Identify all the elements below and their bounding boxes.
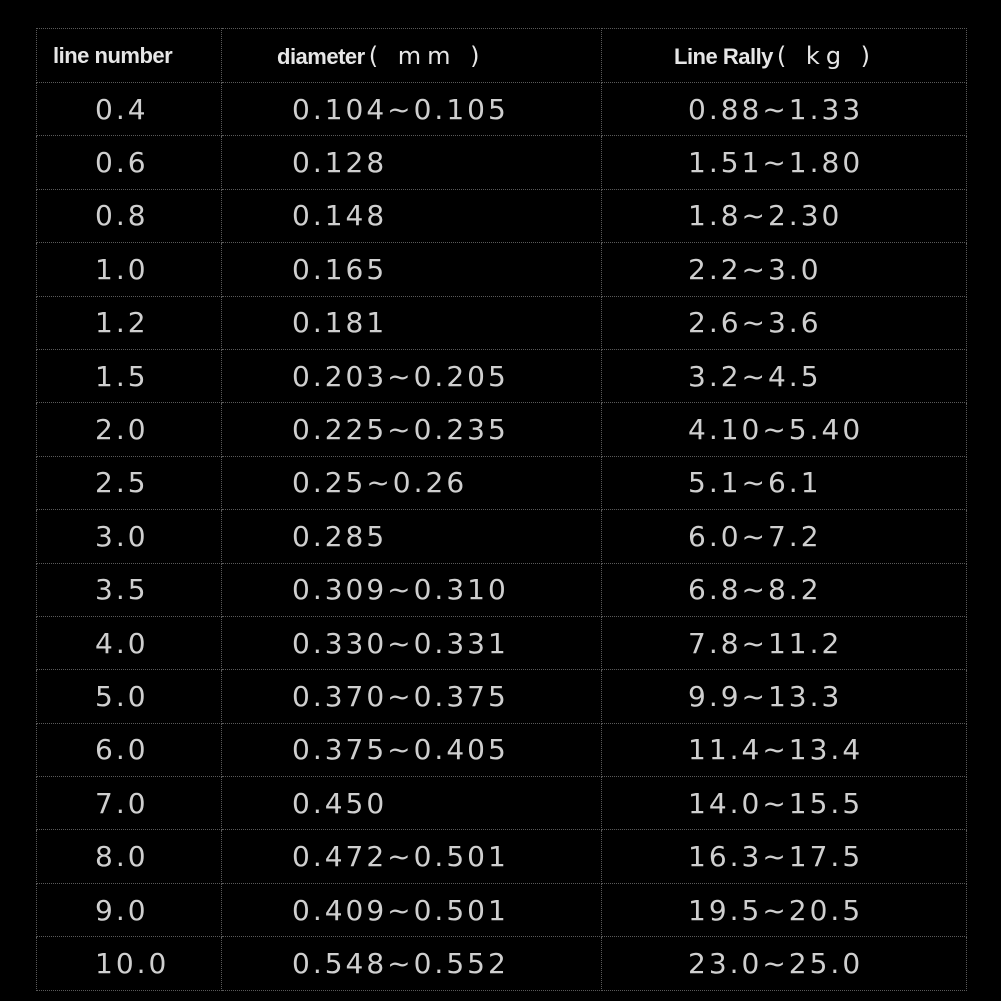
table-row bbox=[37, 670, 967, 723]
cell-line-number: 0.6 bbox=[37, 136, 222, 189]
cell-line-number: 10.0 bbox=[37, 937, 222, 990]
cell-diameter: 0.104~0.105 bbox=[222, 83, 602, 136]
cell-diameter: 0.181 bbox=[222, 296, 602, 349]
cell-line-number: 1.2 bbox=[37, 296, 222, 349]
table-row bbox=[37, 777, 967, 830]
cell-diameter: 0.25~0.26 bbox=[222, 456, 602, 509]
table-row bbox=[37, 349, 967, 402]
cell-line-rally: 2.2~3.0 bbox=[602, 243, 967, 296]
cell-line-number: 1.0 bbox=[37, 243, 222, 296]
cell-line-number: 9.0 bbox=[37, 883, 222, 936]
table-row bbox=[37, 83, 967, 136]
table-row bbox=[37, 937, 967, 990]
cell-line-number: 0.4 bbox=[37, 83, 222, 136]
cell-line-number: 6.0 bbox=[37, 723, 222, 776]
cell-line-rally: 1.51~1.80 bbox=[602, 136, 967, 189]
cell-line-rally: 14.0~15.5 bbox=[602, 777, 967, 830]
cell-diameter: 0.165 bbox=[222, 243, 602, 296]
cell-line-rally: 23.0~25.0 bbox=[602, 937, 967, 990]
cell-line-number: 2.0 bbox=[37, 403, 222, 456]
header-line-rally-unit: ( kg ) bbox=[776, 41, 877, 70]
cell-diameter: 0.330~0.331 bbox=[222, 616, 602, 669]
cell-line-rally: 5.1~6.1 bbox=[602, 456, 967, 509]
table-row bbox=[37, 883, 967, 936]
table-row bbox=[37, 456, 967, 509]
table-row bbox=[37, 723, 967, 776]
cell-line-number: 4.0 bbox=[37, 616, 222, 669]
cell-line-number: 5.0 bbox=[37, 670, 222, 723]
header-line-number bbox=[37, 29, 222, 83]
cell-line-number: 1.5 bbox=[37, 349, 222, 402]
table-row bbox=[37, 510, 967, 563]
cell-line-rally: 19.5~20.5 bbox=[602, 883, 967, 936]
table-row bbox=[37, 189, 967, 242]
cell-line-rally: 6.0~7.2 bbox=[602, 510, 967, 563]
cell-diameter: 0.285 bbox=[222, 510, 602, 563]
table-header-row bbox=[37, 29, 967, 83]
header-line-number-label: line number bbox=[53, 42, 173, 68]
line-spec-table bbox=[36, 28, 967, 991]
cell-diameter: 0.450 bbox=[222, 777, 602, 830]
table-row bbox=[37, 403, 967, 456]
cell-diameter: 0.370~0.375 bbox=[222, 670, 602, 723]
cell-line-rally: 4.10~5.40 bbox=[602, 403, 967, 456]
header-diameter-label: diameter bbox=[277, 43, 365, 69]
cell-diameter: 0.472~0.501 bbox=[222, 830, 602, 883]
cell-line-rally: 6.8~8.2 bbox=[602, 563, 967, 616]
cell-diameter: 0.148 bbox=[222, 189, 602, 242]
cell-line-rally: 16.3~17.5 bbox=[602, 830, 967, 883]
header-line-rally bbox=[602, 29, 967, 83]
table-row bbox=[37, 563, 967, 616]
cell-line-number: 3.5 bbox=[37, 563, 222, 616]
cell-line-number: 8.0 bbox=[37, 830, 222, 883]
table-row bbox=[37, 136, 967, 189]
cell-diameter: 0.128 bbox=[222, 136, 602, 189]
cell-line-number: 3.0 bbox=[37, 510, 222, 563]
cell-line-rally: 7.8~11.2 bbox=[602, 616, 967, 669]
cell-line-rally: 11.4~13.4 bbox=[602, 723, 967, 776]
cell-diameter: 0.309~0.310 bbox=[222, 563, 602, 616]
header-line-rally-label: Line Rally bbox=[674, 43, 773, 69]
table-row bbox=[37, 243, 967, 296]
header-diameter bbox=[222, 29, 602, 83]
spec-table-frame bbox=[36, 28, 966, 992]
cell-line-rally: 1.8~2.30 bbox=[602, 189, 967, 242]
cell-line-rally: 3.2~4.5 bbox=[602, 349, 967, 402]
table-body bbox=[37, 83, 967, 991]
cell-line-rally: 0.88~1.33 bbox=[602, 83, 967, 136]
cell-diameter: 0.409~0.501 bbox=[222, 883, 602, 936]
cell-line-rally: 2.6~3.6 bbox=[602, 296, 967, 349]
cell-line-rally: 9.9~13.3 bbox=[602, 670, 967, 723]
table-row bbox=[37, 616, 967, 669]
cell-line-number: 0.8 bbox=[37, 189, 222, 242]
cell-diameter: 0.225~0.235 bbox=[222, 403, 602, 456]
cell-diameter: 0.375~0.405 bbox=[222, 723, 602, 776]
header-diameter-unit: ( mm ) bbox=[368, 41, 486, 70]
table-row bbox=[37, 296, 967, 349]
cell-line-number: 2.5 bbox=[37, 456, 222, 509]
cell-diameter: 0.203~0.205 bbox=[222, 349, 602, 402]
cell-line-number: 7.0 bbox=[37, 777, 222, 830]
table-row bbox=[37, 830, 967, 883]
cell-diameter: 0.548~0.552 bbox=[222, 937, 602, 990]
